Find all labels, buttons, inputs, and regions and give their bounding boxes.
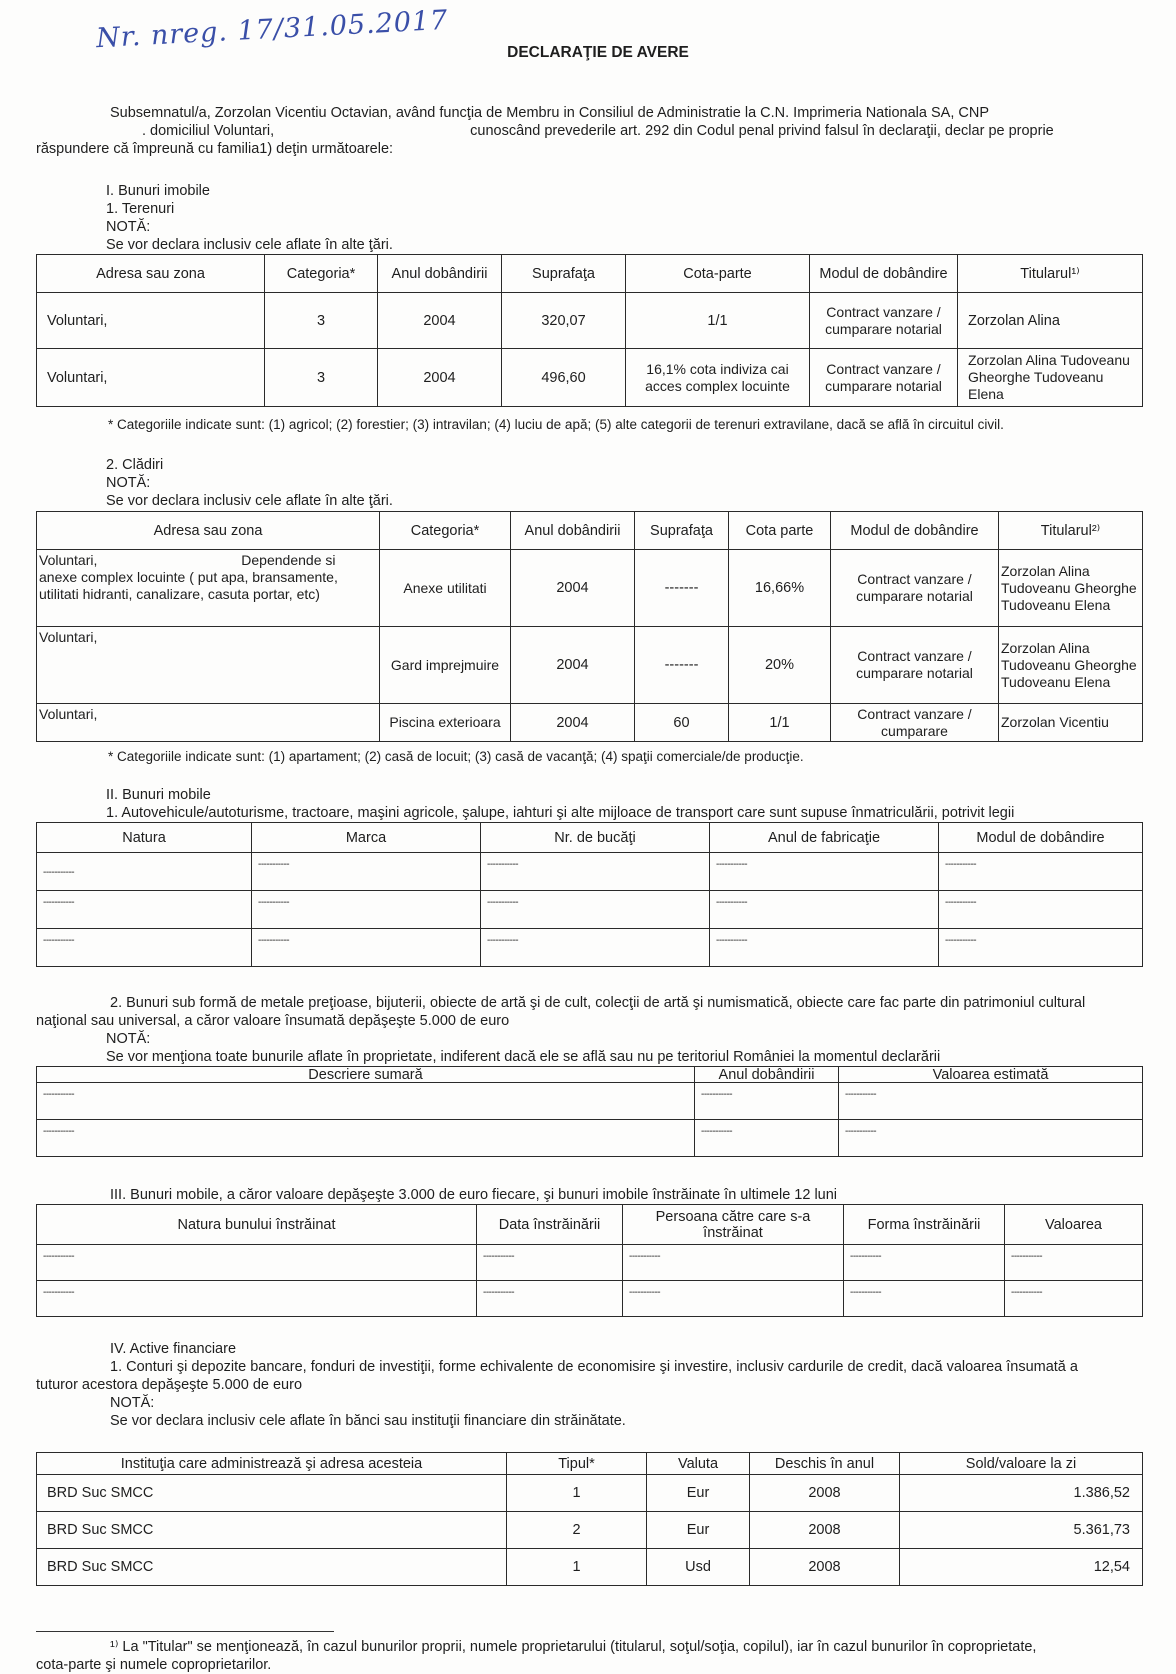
- table-cell: -----------: [710, 891, 939, 929]
- column-header: Tipul*: [507, 1453, 647, 1475]
- table-header-row: [37, 1453, 1143, 1475]
- table-cell: -----------: [477, 1245, 623, 1281]
- table-cell: 5.361,73: [900, 1512, 1143, 1549]
- table-cell: 3: [265, 293, 378, 349]
- column-header: Natura: [37, 823, 252, 853]
- table-cell: -----------: [1005, 1245, 1143, 1281]
- section-2-sub-valuables-line-2: naţional sau universal, a căror valoare însumată depăşeşte 5.000 de euro: [36, 1013, 510, 1029]
- table-cell: 2004: [511, 550, 635, 627]
- table-cell: Voluntari,: [37, 704, 380, 742]
- column-header: Anul de fabricaţie: [710, 823, 939, 853]
- table-cell: -----------: [839, 1120, 1143, 1157]
- table-cell: BRD Suc SMCC: [37, 1549, 507, 1586]
- table-cell: Voluntari,: [37, 349, 265, 407]
- table-cell: Contract vanzare / cumparare notarial: [831, 627, 999, 704]
- table-cell: 2008: [750, 1512, 900, 1549]
- table-cell: 2004: [378, 349, 502, 407]
- table-cell: -----------: [695, 1120, 839, 1157]
- table-header-row: [37, 1067, 1143, 1083]
- column-header: Modul de dobândire: [831, 512, 999, 550]
- table-cell: Anexe utilitati: [380, 550, 511, 627]
- table-row: [37, 1120, 1143, 1157]
- table-cell: -------: [635, 550, 729, 627]
- terenuri-table: [36, 254, 1143, 407]
- intro-domicile: . domiciliul Voluntari,: [142, 123, 275, 139]
- cladiri-table: [36, 511, 1143, 742]
- table-cell: 496,60: [502, 349, 626, 407]
- column-header: Forma înstrăinării: [844, 1205, 1005, 1245]
- table-cell: 3: [265, 349, 378, 407]
- table-cell: Zorzolan Alina Tudoveanu Gheorghe Tudoveanu Elena: [999, 550, 1143, 627]
- intro-paragraph: [36, 104, 1156, 158]
- table-cell: Voluntari, Dependende si anexe complex locuinte ( put apa, bransamente, utilitati hidranti, canalizare, casuta portar, etc): [37, 550, 380, 627]
- table-cell: 20%: [729, 627, 831, 704]
- table-row: [37, 627, 1143, 704]
- section-4-nota: NOTĂ:: [110, 1395, 155, 1411]
- section-4-heading: IV. Active financiare: [110, 1341, 237, 1357]
- section-1-heading: I. Bunuri imobile: [106, 183, 210, 199]
- section-1-nota: NOTĂ:: [106, 219, 151, 235]
- section-2-nota: NOTĂ:: [106, 1031, 151, 1047]
- registration-number-handwritten: Nr. nreg. 17/31.05.2017: [95, 4, 450, 55]
- section-1b-nota: NOTĂ:: [106, 475, 151, 491]
- column-header: Natura bunului înstrăinat: [37, 1205, 477, 1245]
- table-header-row: [37, 1205, 1143, 1245]
- footnote-divider: [36, 1631, 334, 1632]
- page-title: DECLARAŢIE DE AVERE: [507, 44, 689, 61]
- column-header: Adresa sau zona: [37, 512, 380, 550]
- section-2-nota-text: Se vor menţiona toate bunurile aflate în proprietate, indiferent dacă ele se află sau nu pe teritoriul României la momentul declarării: [106, 1049, 941, 1065]
- column-header: Adresa sau zona: [37, 255, 265, 293]
- table-cell: Voluntari,: [37, 627, 380, 704]
- column-header: Cota-parte: [626, 255, 810, 293]
- bank-accounts-table: [36, 1452, 1143, 1586]
- column-header: Valoarea estimată: [839, 1067, 1143, 1083]
- vehicles-table: [36, 822, 1143, 967]
- table-cell: -----------: [252, 891, 481, 929]
- intro-legal-notice: cunoscând prevederile art. 292 din Codul penal privind falsul în declaraţii, declar pe proprie: [470, 123, 1054, 139]
- table-cell: -----------: [939, 853, 1143, 891]
- column-header: Persoana către care s-a înstrăinat: [623, 1205, 844, 1245]
- section-1-footnote: * Categoriile indicate sunt: (1) agricol; (2) forestier; (3) intravilan; (4) luciu de apă; (5) alte categorii de terenuri extravilane, dacă se află în circuitul civil.: [108, 417, 1004, 432]
- section-2-sub-vehicles: 1. Autovehicule/autoturisme, tractoare, maşini agricole, şalupe, iahturi şi alte mijloace de transport care sunt supuse înmatriculării, potrivit legii: [106, 805, 1015, 821]
- table-cell: Contract vanzare / cumparare notarial: [810, 293, 958, 349]
- footer-note-line-1: ¹⁾ La "Titular" se menţionează, în cazul bunurilor proprii, numele proprietarului (titularul, soţul/soţia, copilul), iar în cazul bunurilor în coproprietate,: [110, 1639, 1037, 1655]
- table-cell: 2004: [511, 627, 635, 704]
- table-cell: 320,07: [502, 293, 626, 349]
- table-row: [37, 853, 1143, 891]
- table-cell: Eur: [647, 1475, 750, 1512]
- column-header: Instituţia care administrează şi adresa acesteia: [37, 1453, 507, 1475]
- alienated-goods-table: [36, 1204, 1143, 1317]
- column-header: Valoarea: [1005, 1205, 1143, 1245]
- table-cell: 1: [507, 1549, 647, 1586]
- table-cell: 60: [635, 704, 729, 742]
- table-cell: -----------: [481, 853, 710, 891]
- table-row: [37, 550, 1143, 627]
- table-cell: -----------: [37, 929, 252, 967]
- table-cell: -----------: [844, 1245, 1005, 1281]
- table-row: [37, 891, 1143, 929]
- column-header: Data înstrăinării: [477, 1205, 623, 1245]
- column-header: Categoria*: [380, 512, 511, 550]
- table-cell: -----------: [37, 1120, 695, 1157]
- column-header: Sold/valoare la zi: [900, 1453, 1143, 1475]
- intro-line-3: răspundere că împreună cu familia1) deţin următoarele:: [36, 141, 394, 157]
- table-cell: Voluntari,: [37, 293, 265, 349]
- intro-line-1: Subsemnatul/a, Zorzolan Vicentiu Octavian, având funcţia de Membru in Consiliul de Administratie la C.N. Imprimeria Nationala SA, CNP: [110, 105, 989, 121]
- table-cell: 2008: [750, 1475, 900, 1512]
- table-cell: -----------: [1005, 1281, 1143, 1317]
- table-cell: 16,66%: [729, 550, 831, 627]
- table-cell: -----------: [477, 1281, 623, 1317]
- table-row: [37, 929, 1143, 967]
- table-row: [37, 1083, 1143, 1120]
- table-row: [37, 1281, 1143, 1317]
- table-cell: 2004: [511, 704, 635, 742]
- table-cell: 1/1: [729, 704, 831, 742]
- section-1b-footnote: * Categoriile indicate sunt: (1) apartament; (2) casă de locuit; (3) casă de vacanţă; (4) spaţii comerciale/de producţie.: [108, 749, 804, 764]
- table-cell: Zorzolan Alina Tudoveanu Gheorghe Tudoveanu Elena: [958, 349, 1143, 407]
- column-header: Suprafaţa: [635, 512, 729, 550]
- table-cell: 1/1: [626, 293, 810, 349]
- column-header: Titularul²⁾: [999, 512, 1143, 550]
- table-cell: BRD Suc SMCC: [37, 1512, 507, 1549]
- table-cell: -----------: [481, 929, 710, 967]
- table-cell: Zorzolan Vicentiu: [999, 704, 1143, 742]
- table-cell: Contract vanzare / cumparare notarial: [831, 550, 999, 627]
- section-3-heading: III. Bunuri mobile, a căror valoare depăşeşte 3.000 de euro fiecare, şi bunuri imobile înstrăinate în ultimele 12 luni: [110, 1187, 838, 1203]
- table-row: [37, 1245, 1143, 1281]
- table-cell: -----------: [695, 1083, 839, 1120]
- table-cell: 2008: [750, 1549, 900, 1586]
- table-row: [37, 704, 1143, 742]
- section-1-nota-text: Se vor declara inclusiv cele aflate în alte ţări.: [106, 237, 393, 253]
- section-2-sub-valuables-line-1: 2. Bunuri sub formă de metale preţioase, bijuterii, obiecte de artă şi de cult, colecţii de artă şi numismatică, obiecte care fac parte din patrimoniul cultural: [110, 995, 1086, 1011]
- table-cell: -------: [635, 627, 729, 704]
- table-row: [37, 1512, 1143, 1549]
- table-cell: -----------: [37, 853, 252, 891]
- table-cell: -----------: [844, 1281, 1005, 1317]
- table-cell: -----------: [710, 929, 939, 967]
- table-cell: -----------: [37, 1083, 695, 1120]
- table-cell: -----------: [37, 1281, 477, 1317]
- column-header: Anul dobândirii: [511, 512, 635, 550]
- table-header-row: [37, 255, 1143, 293]
- table-row: [37, 1475, 1143, 1512]
- table-cell: -----------: [252, 929, 481, 967]
- footer-note-line-2: cota-parte şi numele coproprietarilor.: [36, 1657, 272, 1673]
- table-cell: Usd: [647, 1549, 750, 1586]
- table-cell: Gard imprejmuire: [380, 627, 511, 704]
- column-header: Titularul¹⁾: [958, 255, 1143, 293]
- table-cell: 16,1% cota indiviza cai acces complex locuinte: [626, 349, 810, 407]
- table-cell: -----------: [37, 891, 252, 929]
- section-4-sub-line-1: 1. Conturi şi depozite bancare, fonduri de investiţii, forme echivalente de economisire şi investire, inclusiv cardurile de credit, dacă valoarea însumată a: [110, 1359, 1078, 1375]
- table-header-row: [37, 512, 1143, 550]
- column-header: Descriere sumară: [37, 1067, 695, 1083]
- table-row: [37, 349, 1143, 407]
- valuables-table: [36, 1066, 1143, 1157]
- table-cell: -----------: [623, 1245, 844, 1281]
- table-cell: Contract vanzare / cumparare notarial: [810, 349, 958, 407]
- intro-line-2: [36, 122, 1156, 140]
- column-header: Deschis în anul: [750, 1453, 900, 1475]
- section-4-sub-line-2: tuturor acestora depăşeşte 5.000 de euro: [36, 1377, 303, 1393]
- table-cell: 12,54: [900, 1549, 1143, 1586]
- table-header-row: [37, 823, 1143, 853]
- table-row: [37, 293, 1143, 349]
- column-header: Cota parte: [729, 512, 831, 550]
- table-cell: -----------: [623, 1281, 844, 1317]
- section-4-nota-text: Se vor declara inclusiv cele aflate în bănci sau instituţii financiare din străinătate.: [110, 1413, 626, 1429]
- table-cell: 2: [507, 1512, 647, 1549]
- table-cell: BRD Suc SMCC: [37, 1475, 507, 1512]
- table-cell: Contract vanzare / cumparare: [831, 704, 999, 742]
- section-1-sub-terenuri: 1. Terenuri: [106, 201, 175, 217]
- column-header: Modul de dobândire: [810, 255, 958, 293]
- column-header: Anul dobândirii: [695, 1067, 839, 1083]
- table-cell: -----------: [839, 1083, 1143, 1120]
- table-cell: -----------: [37, 1245, 477, 1281]
- column-header: Suprafaţa: [502, 255, 626, 293]
- table-cell: -----------: [939, 891, 1143, 929]
- column-header: Modul de dobândire: [939, 823, 1143, 853]
- table-cell: -----------: [939, 929, 1143, 967]
- table-cell: 2004: [378, 293, 502, 349]
- column-header: Nr. de bucăţi: [481, 823, 710, 853]
- table-cell: -----------: [252, 853, 481, 891]
- table-cell: 1: [507, 1475, 647, 1512]
- table-cell: Zorzolan Alina: [958, 293, 1143, 349]
- table-cell: 1.386,52: [900, 1475, 1143, 1512]
- table-cell: Zorzolan Alina Tudoveanu Gheorghe Tudoveanu Elena: [999, 627, 1143, 704]
- table-cell: Piscina exterioara: [380, 704, 511, 742]
- column-header: Anul dobândirii: [378, 255, 502, 293]
- table-row: [37, 1549, 1143, 1586]
- column-header: Categoria*: [265, 255, 378, 293]
- table-cell: -----------: [481, 891, 710, 929]
- table-cell: -----------: [710, 853, 939, 891]
- section-2-heading: II. Bunuri mobile: [106, 787, 211, 803]
- table-cell: Eur: [647, 1512, 750, 1549]
- column-header: Valuta: [647, 1453, 750, 1475]
- section-1b-nota-text: Se vor declara inclusiv cele aflate în alte ţări.: [106, 493, 393, 509]
- section-1-sub-cladiri: 2. Clădiri: [106, 457, 164, 473]
- column-header: Marca: [252, 823, 481, 853]
